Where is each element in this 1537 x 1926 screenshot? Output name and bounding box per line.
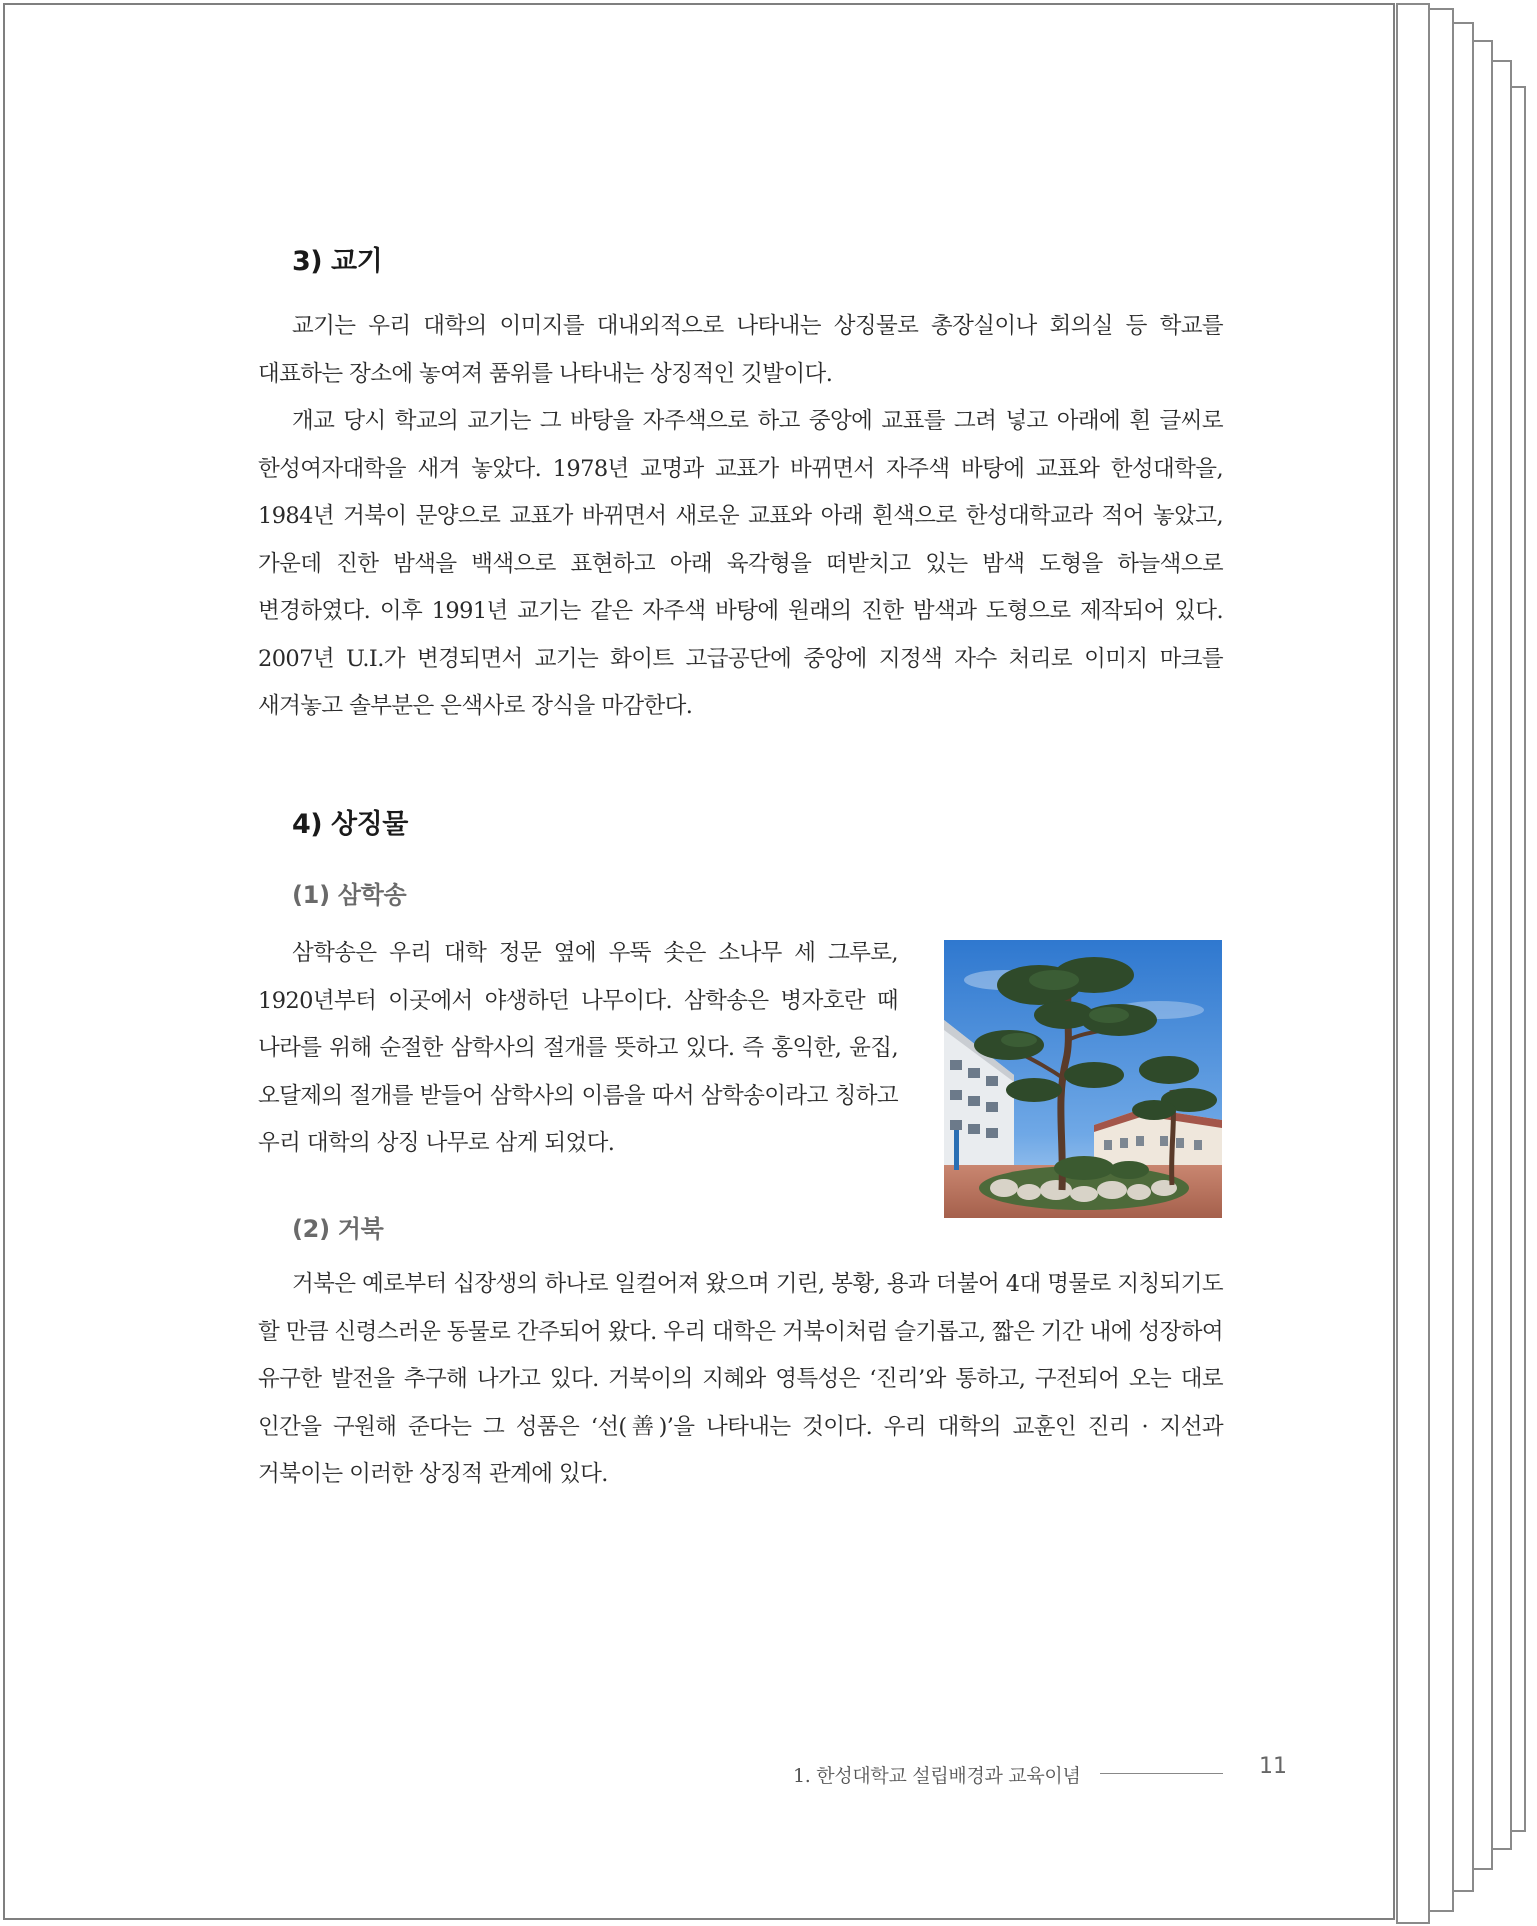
- samhaksong-photo: [944, 940, 1222, 1218]
- page: [3, 3, 1395, 1920]
- page-number: 11: [1259, 1754, 1287, 1779]
- subheading-samhaksong: (1) 삼학송: [292, 881, 407, 909]
- section-heading-flag: 3) 교기: [292, 246, 383, 277]
- section-heading-symbols: 4) 상징물: [292, 809, 408, 840]
- paragraph-flag-1: 교기는 우리 대학의 이미지를 대내외적으로 나타내는 상징물로 총장실이나 회의실 등 학교를 대표하는 장소에 놓여져 품위를 나타내는 상징적인 깃발이다.: [258, 313, 1223, 387]
- footer-rule: [1100, 1773, 1223, 1774]
- paragraph-flag-2: 개교 당시 학교의 교기는 그 바탕을 자주색으로 하고 중앙에 교표를 그려 넣고 아래에 흰 글씨로 한성여자대학을 새겨 놓았다. 1978년 교명과 교표가 바뀌면서 자주색 바탕에 교표와 한성대학을, 1984년 거북이 문양으로 교표가 바뀌면서 새로운 교표와 아래 흰색으로 한성대학교라 적어 놓았고, 가운데 진한 밤색을 백색으로 표현하고 아래 육각형을 떠받치고 있는 밤색 도형을 하늘색으로 변경하였다. 이후 1991년 교기는 같은 자주색 바탕에 원래의 진한 밤색과 도형으로 제작되어 있다. 2007년 U.I.가 변경되면서 교기는 화이트 고급공단에 중앙에 지정색 자수 처리로 이미지 마크를 새겨놓고 솔부분은 은색사로 장식을 마감한다.: [258, 408, 1223, 719]
- footer-chapter-title: 1. 한성대학교 설립배경과 교육이념: [793, 1765, 1081, 1787]
- paragraph-samhaksong: 삼학송은 우리 대학 정문 옆에 우뚝 솟은 소나무 세 그루로, 1920년부터 이곳에서 야생하던 나무이다. 삼학송은 병자호란 때 나라를 위해 순절한 삼학사의 절개를 뜻하고 있다. 즉 홍익한, 윤집, 오달제의 절개를 받들어 삼학사의 이름을 따서 삼학송이라고 칭하고 우리 대학의 상징 나무로 삼게 되었다.: [258, 940, 898, 1156]
- pine-tree-illustration: [944, 940, 1222, 1218]
- page-edge-0: [1396, 3, 1430, 1924]
- subheading-turtle: (2) 거북: [292, 1215, 384, 1243]
- paragraph-turtle: 거북은 예로부터 십장생의 하나로 일컬어져 왔으며 기린, 봉황, 용과 더불어 4대 명물로 지칭되기도 할 만큼 신령스러운 동물로 간주되어 왔다. 우리 대학은 거북이처럼 슬기롭고, 짧은 기간 내에 성장하여 유구한 발전을 추구해 나가고 있다. 거북이의 지혜와 영특성은 ‘진리’와 통하고, 구전되어 오는 대로 인간을 구원해 준다는 그 성품은 ‘선(善)’을 나타내는 것이다. 우리 대학의 교훈인 진리 · 지선과 거북이는 이러한 상징적 관계에 있다.: [258, 1271, 1223, 1487]
